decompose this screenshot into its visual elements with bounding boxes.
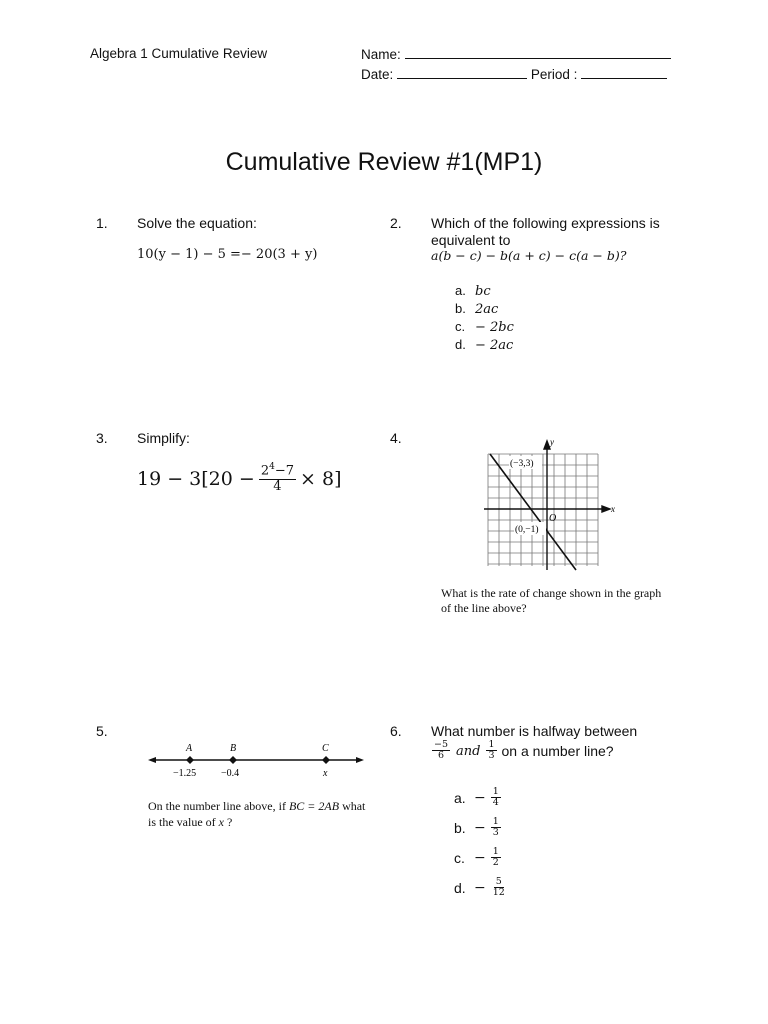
q4-graph xyxy=(480,436,620,576)
point-c xyxy=(322,756,330,764)
q1-prompt: Solve the equation: xyxy=(137,215,257,231)
q2-choice-a[interactable]: a. bc xyxy=(455,283,491,299)
x-axis-label: x xyxy=(611,504,615,514)
y-axis-label: y xyxy=(550,437,554,447)
name-label: Name: xyxy=(361,47,401,62)
q4-caption-line2: of the line above? xyxy=(441,601,527,615)
q3-prompt: Simplify: xyxy=(137,430,190,446)
q3-expression xyxy=(137,463,341,495)
point-b xyxy=(229,756,237,764)
date-label: Date: xyxy=(361,67,394,82)
point-a xyxy=(186,756,194,764)
q1-equation: 10(y − 1) − 5 =− 20(3 + y) xyxy=(137,247,318,262)
q6-choice-d[interactable]: d. − $\frac{5}{12}$ xyxy=(454,876,505,899)
q3-expr-left: 19 − 3[20 − xyxy=(137,467,255,490)
q5-number: 5. xyxy=(96,723,108,739)
q4-caption-line1: What is the rate of change shown in the graph xyxy=(441,586,662,600)
q6-number: 6. xyxy=(390,723,402,739)
q3-number: 3. xyxy=(96,430,108,446)
q2-expression: a(b − c) − b(a + c) − c(a − b)? xyxy=(431,248,627,263)
right-arrow xyxy=(356,757,364,763)
q2-number: 2. xyxy=(390,215,402,231)
q5-caption xyxy=(148,798,365,830)
q6-frac2: $\frac{1}{3}$ xyxy=(488,739,495,762)
page-title: Cumulative Review #1(MP1) xyxy=(225,148,543,176)
label-c: C xyxy=(322,743,329,754)
q6-choice-c[interactable]: c. − $\frac{1}{2}$ xyxy=(454,846,499,869)
name-blank[interactable] xyxy=(405,46,671,59)
label-a: A xyxy=(186,743,193,754)
name-field[interactable] xyxy=(361,46,671,62)
label-b: B xyxy=(230,743,237,754)
q1-number: 1. xyxy=(96,215,108,231)
q2-prompt-line1: Which of the following expressions is xyxy=(431,215,660,231)
q6-and: and xyxy=(456,743,481,759)
value-b: −0.4 xyxy=(221,768,240,779)
point2-label: (0,−1) xyxy=(515,525,539,535)
graph-line xyxy=(490,454,576,570)
q2-choices xyxy=(455,282,514,354)
value-a: −1.25 xyxy=(173,768,197,779)
grid-lines xyxy=(488,454,598,566)
date-blank[interactable] xyxy=(397,66,527,79)
origin-label: O xyxy=(549,513,557,524)
period-blank[interactable] xyxy=(581,66,667,79)
q2-choice-d[interactable]: d. − 2ac xyxy=(455,337,514,353)
q2-prompt-line2: equivalent to xyxy=(431,232,511,248)
q6-choice-b[interactable]: b. − $\frac{1}{3}$ xyxy=(454,816,499,839)
q2-choice-c[interactable]: c. − 2bc xyxy=(455,319,514,335)
q5-caption-line1: On the number line above, if BC = 2AB what xyxy=(148,799,366,813)
q2-choice-b[interactable]: b. 2ac xyxy=(455,301,499,317)
q3-expr-right: × 8] xyxy=(300,467,342,490)
point1-label: (−3,3) xyxy=(510,459,534,469)
value-c: x xyxy=(323,768,328,779)
date-period-row xyxy=(361,66,667,82)
q4-number: 4. xyxy=(390,430,402,446)
q6-prompt-line2 xyxy=(430,740,614,762)
q5-caption-line2: is the value of x ? xyxy=(148,815,233,829)
course-title: Algebra 1 Cumulative Review xyxy=(90,46,268,61)
q3-fraction: $\frac{2^4-7}{4}$ xyxy=(260,462,295,494)
q5-number-line xyxy=(146,740,368,782)
q6-frac1: $\frac{-5}{6}$ xyxy=(434,739,449,762)
q6-prompt-end: on a number line? xyxy=(501,742,614,759)
q4-caption xyxy=(441,586,661,616)
left-arrow xyxy=(148,757,156,763)
q6-choice-a[interactable]: a. − $\frac{1}{4}$ xyxy=(454,786,499,809)
q6-prompt-line1: What number is halfway between xyxy=(431,723,638,739)
period-label: Period : xyxy=(530,67,578,82)
axes xyxy=(484,441,610,570)
